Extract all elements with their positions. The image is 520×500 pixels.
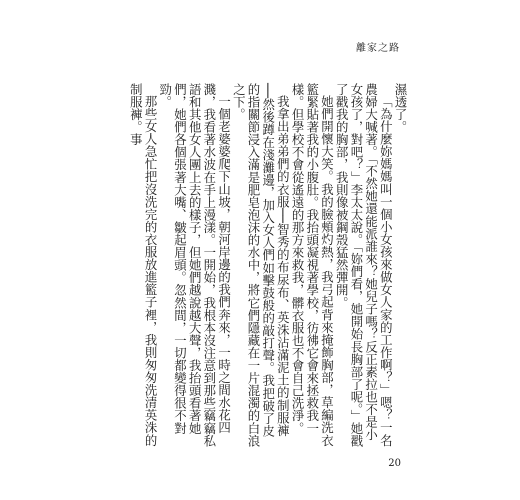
paragraph: 濕透了。 xyxy=(393,83,408,134)
page-number: 20 xyxy=(388,458,401,469)
paragraph: 「為什麼妳媽媽叫一個小女孩來做女人家的工作啊？」嗯？一名農婦大喊著。「不然她還能派誰來？她兒子嗎？反正素拉也不是小女孩了，對吧？」李太太說。「妳們看，她開始長胸部了呢。」她戳了戳我的胸部，我則像被鋼殼猛然彈開。 xyxy=(334,83,394,448)
running-header: 離家之路 xyxy=(356,43,400,54)
body-text xyxy=(107,83,407,448)
paragraph: 我拿出弟弟們的衣服──智秀的布尿布、英洙沾滿泥土的制服褲──然後蹲在淺灘邊，加入女人們如擊鼓般的敲打聲。我把破了皮的指關節浸入滿是肥皂泡沫的水中，將它們隱藏在一片混濁的白浪之下。 xyxy=(231,83,291,447)
paragraph: 那些女人急忙把沒洗完的衣服放進籃子裡，我則匆匆洗清英洙的制服褲。事 xyxy=(128,83,159,447)
paragraph: 她們開懷大笑。我的臉頰灼熱，我弓起背來掩飾胸部，草編洗衣籃緊貼著我的小腹肚。我抬頭凝視著學校，彷彿它會來拯救我一樣。但學校不會從遙遠的那方來救我，髒衣服也不會自己洗淨。 xyxy=(290,83,335,447)
paragraph: 一個老婆婆爬下山坡，朝河岸邊的我們奔來，一時之間水花四濺，我看著水波在手上漫漾。一開始，我根本沒注意到那些竊竊私語和其他女人團上去的樣子，但她們越說越大聲，我抬頭看著她們，她們各個張著大嘴、皺起眉頭。忽然間，一切都變得很不對勁。 xyxy=(157,83,232,447)
